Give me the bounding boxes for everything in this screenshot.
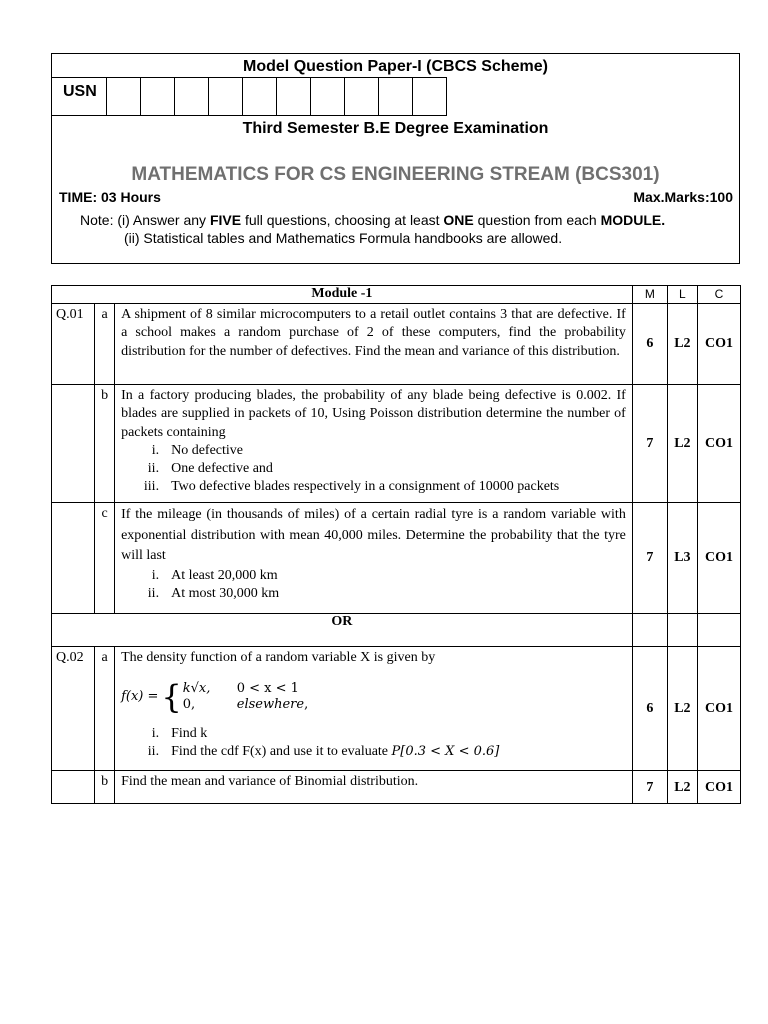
list-item: iii. Two defective blades respectively in a consignment of 10000 packets	[143, 479, 560, 495]
question-text: Find the mean and variance of Binomial distribution.	[115, 771, 633, 804]
sub-item-list	[121, 567, 626, 603]
question-number: Q.02	[52, 647, 95, 771]
list-item: i. Find k	[151, 726, 208, 742]
marks-value: 7	[632, 771, 667, 804]
question-stem: The density function of a random variable X is given by	[121, 650, 436, 665]
max-marks: Max.Marks:100	[633, 189, 733, 205]
table-row	[52, 771, 741, 804]
co-value: CO1	[697, 771, 740, 804]
usn-box[interactable]	[107, 77, 141, 116]
usn-box[interactable]	[379, 77, 413, 116]
exam-time: TIME: 03 Hours	[59, 189, 161, 205]
function-lhs: f(x) =	[121, 689, 159, 705]
usn-box[interactable]	[413, 77, 447, 116]
left-brace: {	[161, 678, 182, 717]
level-value: L2	[667, 647, 697, 771]
usn-box[interactable]	[311, 77, 345, 116]
co-value: CO1	[697, 385, 740, 503]
usn-box[interactable]	[209, 77, 243, 116]
table-row	[52, 385, 741, 503]
usn-row	[51, 77, 447, 116]
subquestion-label: a	[95, 304, 115, 385]
marks-value: 7	[632, 385, 667, 503]
table-row	[52, 647, 741, 771]
co-value: CO1	[697, 647, 740, 771]
usn-box[interactable]	[175, 77, 209, 116]
marks-value: 6	[632, 647, 667, 771]
note-line-2: (ii) Statistical tables and Mathematics Formula handbooks are allowed.	[124, 230, 563, 246]
sub-item-list	[121, 442, 626, 496]
question-text	[115, 503, 633, 614]
question-text	[115, 385, 633, 503]
subject-title: MATHEMATICS FOR CS ENGINEERING STREAM (BCS301)	[131, 164, 660, 185]
level-value: L2	[667, 385, 697, 503]
paper-title: Model Question Paper-I (CBCS Scheme)	[243, 58, 548, 75]
level-column-header: L	[667, 286, 697, 304]
note-line-1: Note: (i) Answer any FIVE full questions, choosing at least ONE question from each MODULE.	[80, 212, 666, 228]
level-value: L3	[667, 503, 697, 614]
subquestion-label: c	[95, 503, 115, 614]
or-label: OR	[52, 614, 633, 647]
usn-label: USN	[51, 77, 107, 116]
usn-box[interactable]	[243, 77, 277, 116]
co-value: CO1	[697, 304, 740, 385]
question-stem: In a factory producing blades, the probability of any blade being defective is 0.002. If blades are supplied in packets of 10, Using Poisson distribution determine the number of packets containing	[121, 388, 626, 440]
density-function	[121, 679, 626, 715]
co-value: CO1	[697, 503, 740, 614]
usn-box[interactable]	[345, 77, 379, 116]
marks-value: 6	[632, 304, 667, 385]
question-text: A shipment of 8 similar microcomputers to a retail outlet contains 3 that are defective. If a school makes a random purchase of 2 of these computers, find the probability distribution for the number of defectives. Find the mean and variance of this distribution.	[115, 304, 633, 385]
piecewise-cases: k√x, 0 < x < 1 0, elsewhere ,	[182, 681, 309, 713]
list-item: i. No defective	[151, 443, 243, 459]
list-item: ii. One defective and	[147, 461, 273, 477]
question-stem: If the mileage (in thousands of miles) of a certain radial tyre is a random variable with exponential distribution with mean 40,000 miles. Determine the probability that the tyre will last	[121, 507, 626, 563]
subquestion-label: b	[95, 771, 115, 804]
exam-header	[51, 53, 740, 264]
co-column-header: C	[697, 286, 740, 304]
sub-item-list	[121, 725, 626, 761]
level-value: L2	[667, 304, 697, 385]
question-number: Q.01	[52, 304, 95, 385]
or-separator-row	[52, 614, 741, 647]
list-item: ii. At most 30,000 km	[147, 585, 280, 601]
marks-value: 7	[632, 503, 667, 614]
usn-box[interactable]	[277, 77, 311, 116]
list-item: i. At least 20,000 km	[151, 567, 278, 583]
subquestion-label: a	[95, 647, 115, 771]
marks-column-header: M	[632, 286, 667, 304]
subquestion-label: b	[95, 385, 115, 503]
table-row	[52, 503, 741, 614]
question-text	[115, 647, 633, 771]
table-row	[52, 304, 741, 385]
level-value: L2	[667, 771, 697, 804]
semester-title: Third Semester B.E Degree Examination	[242, 120, 549, 137]
question-table	[51, 285, 741, 804]
usn-box[interactable]	[141, 77, 175, 116]
table-header-row	[52, 286, 741, 304]
module-heading: Module -1	[52, 286, 633, 304]
list-item: ii. Find the cdf F(x) and use it to evaluate P[0.3 < X < 0.6]	[147, 744, 500, 760]
